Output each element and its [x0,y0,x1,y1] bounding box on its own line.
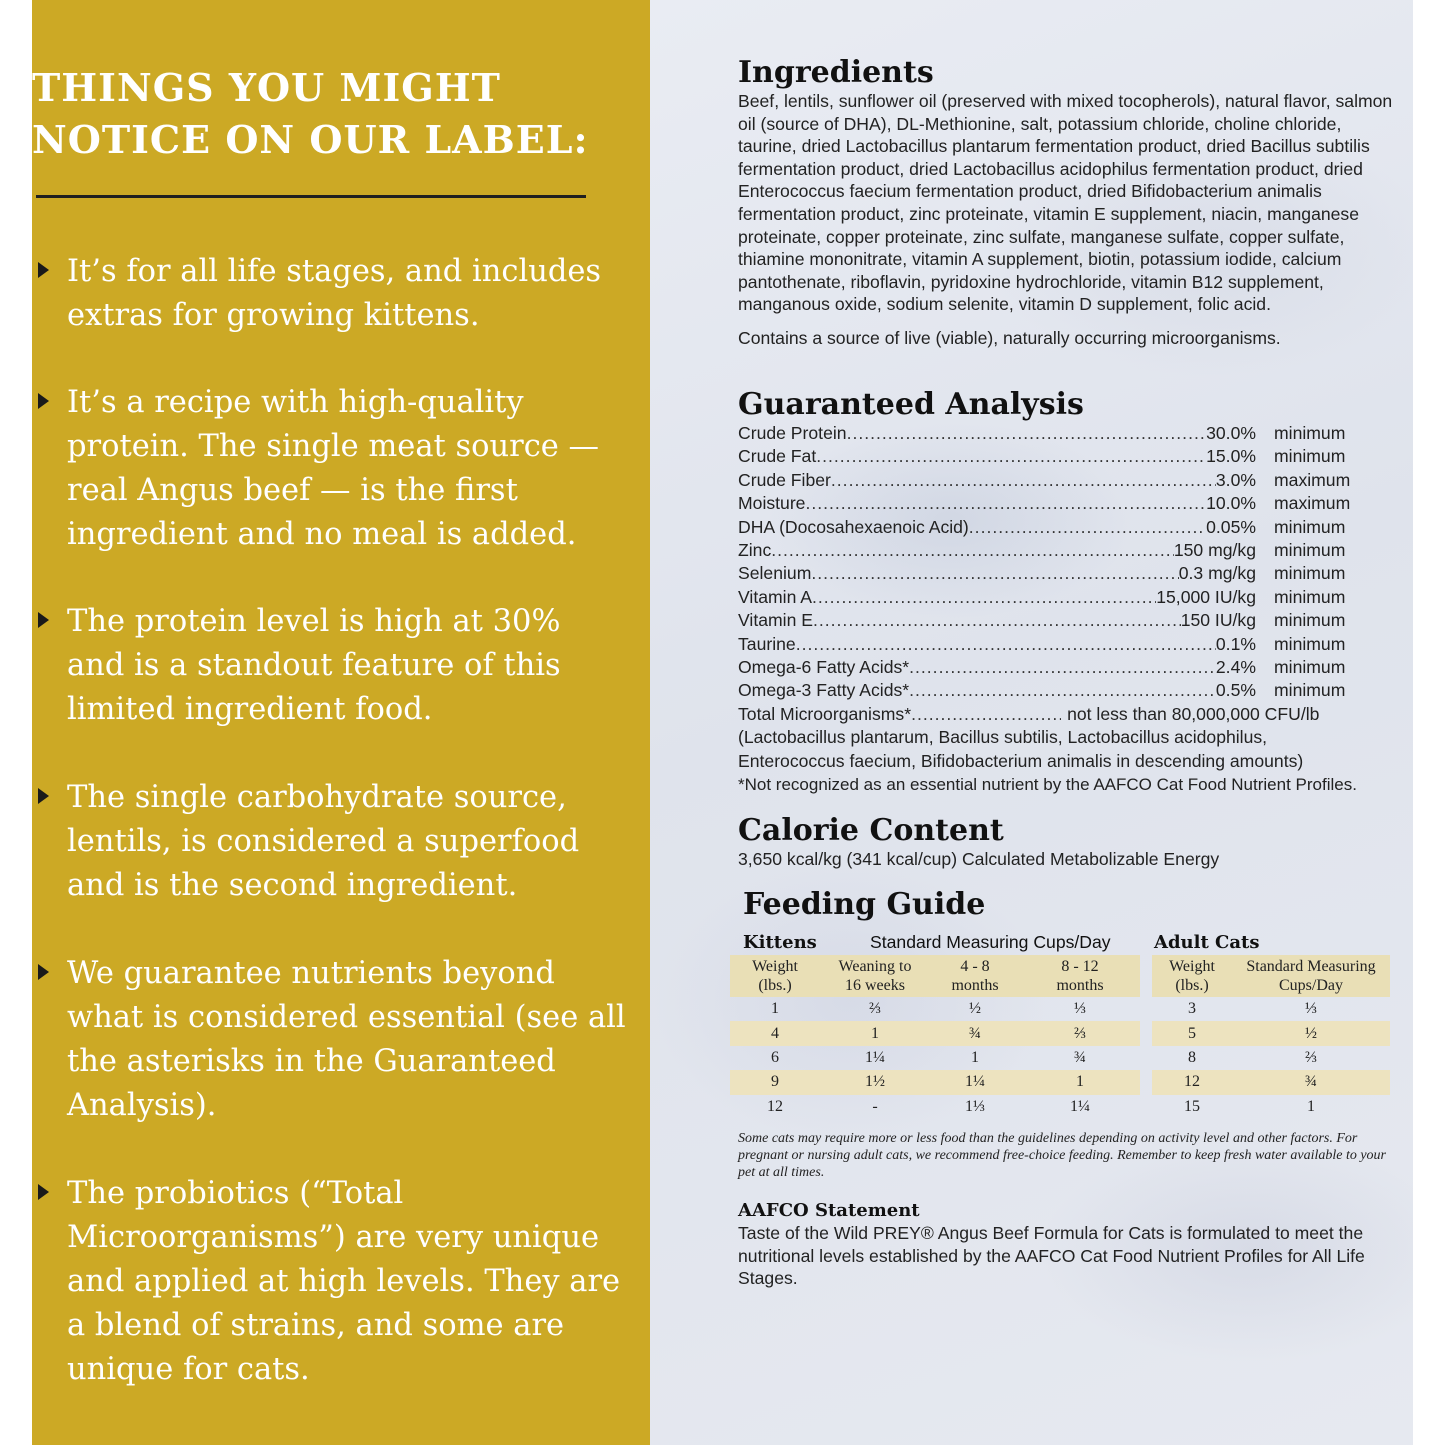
dot-leader [811,562,1178,585]
column-header [820,955,930,997]
guaranteed-analysis-section [738,388,1398,797]
dot-leader [969,516,1206,539]
aafco-title: AAFCO Statement [738,1200,920,1221]
analysis-name: Vitamin E [738,610,813,631]
adult-cats-label [1154,932,1260,953]
microorganism-note: Contains a source of live (viable), naturally occurring microorganisms. [738,327,1281,348]
label-panel [650,0,1413,1445]
analysis-row [738,539,1398,562]
dot-leader [911,703,1061,726]
table-cell: ⅓ [1074,1000,1086,1018]
analysis-value: 150 IU/kg [1180,610,1256,631]
analysis-qualifier: minimum [1274,540,1346,561]
analysis-qualifier: minimum [1274,657,1346,678]
table-cell: 15 [1184,1097,1200,1115]
dot-leader [816,445,1206,468]
bullet-arrow-icon [38,262,49,278]
analysis-qualifier: maximum [1274,469,1351,490]
table-cell: 1¼ [930,1070,1020,1094]
analysis-qualifier: minimum [1274,586,1346,607]
column-header-line: 8 - 12 [1061,958,1099,975]
analysis-qualifier: minimum [1274,563,1346,584]
adult-cats-label-text: Adult Cats [1154,932,1260,953]
analysis-leader [738,679,1256,702]
analysis-value: 15.0% [1206,446,1256,467]
table-row [730,997,1140,1021]
analysis-value: 3.0% [1215,469,1256,490]
calorie-content-section [738,814,1398,871]
analysis-leader [738,492,1256,515]
column-header-line: Cups/Day [1279,977,1343,994]
column-header [930,955,1020,997]
analysis-name: Total Microorganisms* [738,703,912,724]
table-cell: 3 [1188,1000,1196,1018]
panel-heading [32,62,632,166]
analysis-row [738,516,1398,539]
dot-leader [831,469,1216,492]
analysis-value: 15,000 IU/kg [1156,586,1256,607]
analysis-value: 2.4% [1215,657,1256,678]
calorie-content-title: Calorie Content [738,813,1004,848]
analysis-leader [738,422,1256,445]
analysis-qualifier: minimum [1274,423,1346,443]
analysis-leader [738,516,1256,539]
table-row [1152,1046,1390,1070]
analysis-row [738,609,1398,632]
kittens-label [743,932,817,953]
column-header-line: (lbs.) [1175,977,1209,994]
table-row [1152,997,1390,1021]
analysis-footnote: *Not recognized as an essential nutrient by the AAFCO Cat Food Nutrient Profiles. [738,775,1357,795]
column-header [1152,955,1232,997]
column-header-line: (lbs.) [758,977,792,994]
analysis-name: Moisture [738,493,806,514]
bullet-text: The single carbohydrate source, lentils, is considered a superfood and is the second ingredient. [67,780,580,903]
adult-table-body [1152,997,1390,1119]
column-header-line: Weight [752,958,798,975]
bullet-text: We guarantee nutrients beyond what is considered essential (see all the asterisks in the Guaranteed Analysis). [67,956,626,1123]
analysis-leader [738,656,1256,679]
bullet-text: It’s for all life stages, and includes extras for growing kittens. [67,254,602,333]
analysis-value: 0.05% [1206,516,1256,537]
analysis-row-microorganisms [738,703,1398,726]
table-cell: 8 [1188,1048,1196,1066]
table-cell: 9 [730,1070,820,1094]
analysis-rows [738,422,1398,703]
bullet-arrow-icon [38,1184,49,1200]
analysis-name: Crude Fiber [738,469,831,490]
kittens-table-body [730,997,1140,1119]
dot-leader [771,539,1174,562]
analysis-qualifier: minimum [1274,633,1346,654]
table-cell: 1½ [820,1070,930,1094]
table-cell: ⅔ [1020,1021,1140,1045]
analysis-row [738,469,1398,492]
dot-leader [847,422,1207,445]
table-cell: 6 [771,1048,779,1066]
dot-leader [813,609,1181,632]
table-cell: 1 [1307,1097,1315,1115]
bullet-text: The probiotics (“Total Microorganisms”) are very unique and applied at high levels. They are a blend of strains, and some are unique for cats. [67,1176,621,1387]
feeding-guide-title: Feeding Guide [743,887,986,922]
column-header-line: months [1056,977,1104,994]
table-cell: ¾ [1074,1048,1086,1066]
ingredients-text: Beef, lentils, sunflower oil (preserved with mixed tocopherols), natural flavor, salmon oil (source of DHA), DL-Methionine, salt, potassium chloride, choline chloride, taurine, dried Lactobacillus plantarum fermentation product, dried Bacillus subtilis fermentation product, dried Lactobacillus acidophilus fermentation product, dried Enterococcus faecium fermentation product, dried Bifidobacterium animalis fermentation product, zinc proteinate, vitamin E supplement, niacin, manganese proteinate, copper proteinate, zinc sulfate, manganese sulfate, copper sulfate, thiamine mononitrate, vitamin A supplement, biotin, potassium iodide, calcium pantothenate, riboflavin, pyridoxine hydrochloride, vitamin B12 supplement, manganous oxide, sodium selenite, vitamin D supplement, folic acid. [738,91,1393,315]
label-notes-panel [32,0,650,1445]
analysis-value: 30.0% [1206,423,1256,443]
table-row [1152,1070,1390,1094]
kittens-feeding-table [730,955,1140,1119]
table-cell: ¾ [930,1021,1020,1045]
table-row [730,1021,1140,1045]
table-cell: - [872,1097,878,1115]
aafco-text: Taste of the Wild PREY® Angus Beef Formula for Cats is formulated to meet the nutritional levels established by the AAFCO Cat Food Nutrient Profiles for All Life Stages. [738,1223,1365,1289]
bullet-text: The protein level is high at 30% and is a standout feature of this limited ingredient food. [67,604,561,727]
kittens-unit-label: Standard Measuring Cups/Day [870,932,1111,952]
column-header [1232,955,1390,997]
column-header [1020,955,1140,997]
kittens-header-row [730,955,1140,997]
analysis-leader [738,469,1256,492]
adult-feeding-table [1152,955,1390,1119]
column-header-line: Weight [1169,958,1215,975]
analysis-leader [738,562,1256,585]
analysis-qualifier: minimum [1274,610,1346,631]
analysis-name: Omega-6 Fatty Acids* [738,657,910,678]
table-cell: 1¼ [865,1048,885,1066]
analysis-leader [738,586,1256,609]
bullet-text: It’s a recipe with high-quality protein. The single meat source — real Angus beef — is the first ingredient and no meal is added. [67,385,600,552]
table-cell: ½ [1232,1021,1390,1045]
table-row [730,1070,1140,1094]
analysis-value: 0.5% [1215,680,1256,701]
bullet-arrow-icon [38,393,49,409]
table-cell: ⅔ [869,1000,881,1018]
analysis-qualifier: minimum [1274,516,1346,537]
bullet-arrow-icon [38,788,49,804]
table-cell: 1 [1020,1070,1140,1094]
dot-leader [909,656,1216,679]
dot-leader [909,679,1216,702]
bullet-arrow-icon [38,612,49,628]
analysis-value: 0.1% [1215,633,1256,654]
guaranteed-analysis-title: Guaranteed Analysis [738,387,1084,422]
analysis-row [738,562,1398,585]
dot-leader [812,586,1156,609]
table-cell: 1¼ [1070,1097,1090,1115]
table-cell: 12 [767,1097,783,1115]
panel-heading-line-2: NOTICE ON OUR LABEL: [32,117,589,162]
table-cell: ½ [969,1000,981,1018]
table-cell: 1 [971,1048,979,1066]
analysis-name: Zinc [738,540,772,561]
kittens-label-text: Kittens [743,932,817,953]
column-header [730,955,820,997]
column-header-line: months [951,977,999,994]
analysis-row [738,633,1398,656]
analysis-row [738,492,1398,515]
analysis-value: not less than 80,000,000 CFU/lb [1067,703,1320,724]
column-header-line: 4 - 8 [960,958,990,975]
table-row [730,1046,1140,1070]
analysis-row [738,445,1398,468]
table-cell: 5 [1152,1021,1232,1045]
analysis-name: Omega-3 Fatty Acids* [738,680,910,701]
adult-header-row [1152,955,1390,997]
table-row [730,1095,1140,1119]
bullet-arrow-icon [38,964,49,980]
table-cell: ⅓ [1305,1000,1317,1018]
analysis-qualifier: minimum [1274,446,1346,467]
analysis-name: Taurine [738,633,796,654]
analysis-qualifier: minimum [1274,680,1346,701]
table-cell: 1⅓ [965,1097,985,1115]
column-header-line: 16 weeks [845,977,905,994]
analysis-name: Crude Fat [738,446,817,467]
analysis-row [738,586,1398,609]
ingredients-section [738,56,1398,350]
table-row [1152,1021,1390,1045]
table-cell: ¾ [1232,1070,1390,1094]
column-header-line: Weaning to [838,958,912,975]
analysis-name: Vitamin A [738,586,812,607]
analysis-leader [738,445,1256,468]
analysis-row [738,679,1398,702]
microorganism-strains: (Lactobacillus plantarum, Bacillus subtilis, Lactobacillus acidophilus, Enterococcus faecium, Bifidobacterium animalis in descending amounts) [738,727,1304,771]
feeding-fine-print: Some cats may require more or less food than the guidelines depending on activity level and other factors. For pregnant or nursing adult cats, we recommend free-choice feeding. Remember to keep fresh water available to your pet at all times. [738,1131,1386,1180]
analysis-value: 10.0% [1206,493,1256,514]
analysis-leader [738,633,1256,656]
analysis-qualifier: maximum [1274,493,1351,514]
analysis-name: Crude Protein [738,423,847,443]
analysis-value: 0.3 mg/kg [1178,563,1256,584]
table-cell: 1 [771,1000,779,1018]
analysis-leader [738,539,1256,562]
ingredients-title: Ingredients [738,55,934,90]
table-cell: ⅔ [1305,1048,1317,1066]
dot-leader [805,492,1206,515]
calorie-content-text: 3,650 kcal/kg (341 kcal/cup) Calculated Metabolizable Energy [738,849,1220,869]
analysis-name: DHA (Docosahexaenoic Acid) [738,516,969,537]
dot-leader [796,633,1216,656]
column-header-line: Standard Measuring [1246,958,1376,975]
table-row [1152,1095,1390,1119]
analysis-value: 150 mg/kg [1173,540,1256,561]
heading-divider [36,195,586,198]
analysis-leader [738,609,1256,632]
analysis-row [738,422,1398,445]
panel-heading-line-1: THINGS YOU MIGHT [32,65,501,110]
table-cell: 1 [820,1021,930,1045]
table-cell: 4 [730,1021,820,1045]
analysis-name: Selenium [738,563,812,584]
table-cell: 12 [1152,1070,1232,1094]
label-page [32,0,1413,1445]
analysis-row [738,656,1398,679]
